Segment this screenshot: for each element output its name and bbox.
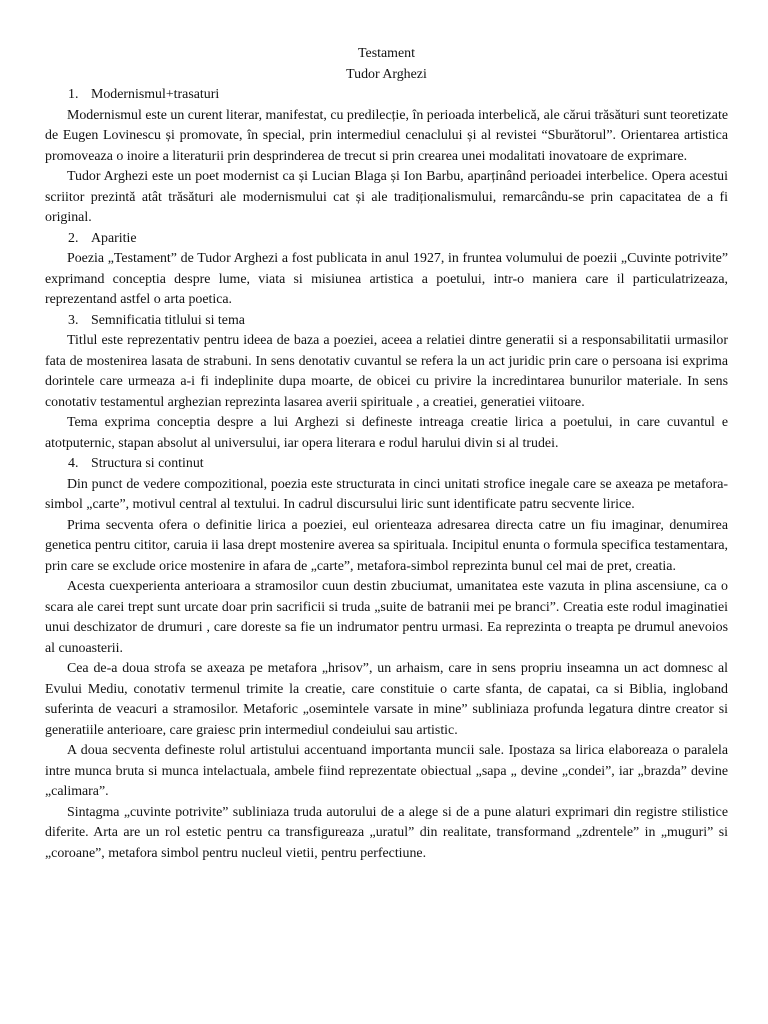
document-page bbox=[45, 44, 728, 864]
section-title: Modernismul+trasaturi bbox=[91, 87, 220, 102]
section-number: 1. bbox=[68, 87, 79, 102]
document-author: Tudor Arghezi bbox=[346, 66, 427, 82]
paragraph: Acesta cuexperienta anterioara a stramosilor cuun destin zbuciumat, umanitatea este vazuta in plina ascensiune, ca o scara ale carei trept sunt urcate doar prin sacrificii si truda „suite de batranii mei pe branci”. Creatia este rodul imaginatiei unui deschizator de drumuri , care doreste sa fie un indrumator pentru urmasi. Ea reprezinta o treapta pe drumul anevoios al cunoasterii. bbox=[45, 579, 728, 656]
document-title: Testament bbox=[358, 46, 415, 61]
paragraph: Modernismul este un curent literar, manifestat, cu predilecție, în perioada interbelică, ale cărui trăsături sunt teoretizate de Eugen Lovinescu și promovate, în special, prin intermediul cenaclului și al revistei “Sburătorul”. Orientarea artistica promoveaza o inoire a literaturii prin desprinderea de trecut si prin crearea unei modalitati inovatoare de exprimare. bbox=[45, 107, 728, 164]
section-title: Aparitie bbox=[91, 230, 137, 246]
paragraph: Prima secventa ofera o definitie lirica a poeziei, eul orienteaza adresarea directa catre un fiu imaginar, denumirea genetica pentru cititor, caruia ii lasa drept mostenire averea sa spirituala. Incipitul enunta o formula specifica testamentara, prin care se exclude orice mostenire in afara de „carte”, metafora-simbol reprezinta bunul cel mai de pret, creatia. bbox=[45, 517, 728, 574]
paragraph: A doua secventa defineste rolul artistului accentuand importanta muncii sale. Ipostaza sa lirica elaboreaza o paralela intre munca bruta si munca intelactuala, ambele fiind reprezentate obiectual „sapa „ devine „condei”, iar „brazda” devine „calimara”. bbox=[45, 743, 728, 799]
paragraph: Cea de-a doua strofa se axeaza pe metafora „hrisov”, un arhaism, care in sens propriu inseamna un act domnesc al Evului Mediu, conotativ termenul trimite la creatie, care constituie o carte sfanta, de capatai, ca si Biblia, ingloband suferinta de veacuri a stramosilor. Metaforic „osemintele varsate in mine” subliniaza profunda legatura dintre creator si generatiile anterioare, care graiesc prin intermediul condeiului sau artistic. bbox=[45, 661, 728, 738]
section-heading bbox=[45, 311, 728, 332]
paragraph: Tudor Arghezi este un poet modernist ca și Lucian Blaga și Ion Barbu, aparținând perioadei interbelice. Opera acestui scriitor prezintă atât trăsături ale modernismului cat și ale tradiționalismului, remarcându-se prin capacitatea de a fi original. bbox=[45, 169, 728, 225]
paragraph: Din punct de vedere compozitional, poezia este structurata in cinci unitati strofice inegale care se axeaza pe metafora-simbol „carte”, motivul central al textului. In cadrul discursului liric sunt identificate patru secvente lirice. bbox=[45, 476, 728, 512]
section-number: 4. bbox=[68, 456, 79, 471]
section-number: 2. bbox=[68, 230, 79, 246]
section-title: Structura si continut bbox=[91, 456, 204, 471]
paragraph: Sintagma „cuvinte potrivite” subliniaza truda autorului de a alege si de a pune alaturi exprimari din registre stilistice diferite. Arta are un rol estetic pentru ca transfigureaza „uratul” din realitate, transformand „zdrentele” in „muguri” si „coroane”, metafora simbol pentru nucleul vietii, pentru perfectiune. bbox=[45, 804, 728, 861]
section-heading bbox=[45, 229, 728, 250]
paragraph: Tema exprima conceptia despre a lui Arghezi si defineste intreaga creatie lirica a poetului, in care cuvantul e atotputernic, stapan absolut al universului, iar opera literara e rodul harului divin si al trudei. bbox=[45, 415, 728, 451]
section-title: Semnificatia titlului si tema bbox=[91, 312, 245, 328]
section-number: 3. bbox=[68, 312, 79, 328]
section-heading bbox=[45, 85, 728, 106]
paragraph: Poezia „Testament” de Tudor Arghezi a fost publicata in anul 1927, in fruntea volumului de poezii „Cuvinte potrivite” exprimand conceptia despre lume, viata si misiunea artistica a poetului, intr-o maniera care il particulatrizeaza, reprezentand astfel o arta poetica. bbox=[45, 251, 728, 307]
section-heading bbox=[45, 454, 728, 475]
paragraph: Titlul este reprezentativ pentru ideea de baza a poeziei, aceea a relatiei dintre generatii si a responsabilitatii urmasilor fata de mostenirea lasata de strabuni. In sens denotativ cuvantul se refera la un act juridic prin care o persoana isi exprima dorintele care urmeaza a-i fi indeplinite dupa moarte, de obicei cu privire la incredintarea bunurilor materiale. In sens conotativ testamentul arghezian reprezinta lasarea averii spirituale , a creatiei, generatiei viitoare. bbox=[45, 333, 728, 410]
